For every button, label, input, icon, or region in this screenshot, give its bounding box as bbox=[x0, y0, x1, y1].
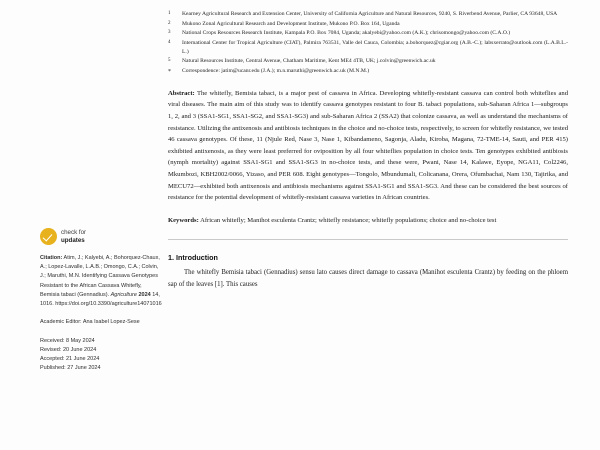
affiliation-item bbox=[168, 57, 568, 66]
abstract-text: The whitefly, Bemisia tabaci, is a major pest of cassava in Africa. Developing whitefly-resistant cassava can control both whiteflies and viral diseases. The main aim of this study was to identify cassava genotypes resistant to four B. tabaci populations, sub-Saharan Africa 1—subgroups 1, 2, and 3 (SSA1-SG1, SSA1-SG2, and SSA1-SG3) and sub-Saharan Africa 2 (SSA2) that colonize cassava, as well as understand the mechanisms of resistance. Utilizing the antixenosis and antibiosis techniques in the choice and no-choice tests, respectively, to screen for whitefly resistance, we tested 46 cassava genotypes. Of these, 11 (Njule Red, Nase 3, Nase 1, Kibandameno, Sagonja, Aladu, Kiroba, Magana, 72-TME-14, Sauti, and PER 415) exhibited antixenosis, as they were least preferred for oviposition by all four whiteflies population in choice tests. Ten genotypes exhibited antibiosis (nymph mortality) against SSA1-SG1 and SSA1-SG3 in no-choice tests, and these were, Pwani, Nase 14, Kalawe, Eyope, NGA11, Col2246, Mkumbozi, KBH2002/0066, Yizaso, and PER 608. Eight genotypes—Tongolo, Mbundumali, Colicanana, Orera, Ofumbachai, Nam 130, Tajirika, and MECU72—exhibited both antixenosis and antibiosis mechanisms against SSA1-SG1 and SSA1-SG3. And these can be considered the best sources of resistance for the potential development of whitefly-resistant cassava varieties in African countries. bbox=[168, 89, 568, 202]
affiliation-text: National Crops Resources Research Institute, Kampala P.O. Box 7084, Uganda; akalyebi@yahoo.com (A.K.); chrisomongo@yahoo.com (C.A.O.) bbox=[182, 30, 511, 37]
introduction-paragraph: The whitefly Bemisia tabaci (Gennadius) sensu lato causes direct damage to cassava (Manihot esculenta Crantz) by feeding on the phloem sap of the leaves [1]. This causes bbox=[168, 269, 568, 289]
date-value-published: 27 June 2024 bbox=[67, 365, 101, 372]
affiliations-list bbox=[168, 0, 568, 76]
affiliation-text: Mukono Zonal Agricultural Research and Development Institute, Mukono P.O. Box 164, Uganda bbox=[182, 20, 400, 27]
academic-editor-name: Ana Isabel Lopez-Sese bbox=[82, 319, 140, 326]
abstract-block bbox=[168, 88, 568, 204]
affiliation-text: Correspondence: jatim@ucanr.edu (J.A.); m.n.maruthi@greenwich.ac.uk (M.N.M.) bbox=[182, 67, 370, 74]
affiliation-item bbox=[168, 10, 568, 19]
date-label-published: Published: bbox=[40, 365, 66, 372]
introduction-heading: 1. Introduction bbox=[168, 253, 218, 263]
date-row bbox=[40, 364, 162, 373]
publication-dates-block bbox=[40, 337, 162, 374]
date-value-accepted: 21 June 2024 bbox=[66, 356, 100, 363]
date-label-received: Received: bbox=[40, 337, 65, 344]
affiliation-item bbox=[168, 39, 568, 57]
date-label-accepted: Accepted: bbox=[40, 356, 65, 363]
main-column bbox=[168, 0, 568, 292]
citation-label: Citation: bbox=[40, 255, 63, 261]
citation-volume: 14, bbox=[152, 291, 160, 298]
left-sidebar bbox=[40, 228, 162, 383]
date-label-revised: Revised: bbox=[40, 346, 62, 353]
date-row bbox=[40, 355, 162, 364]
date-value-received: 8 May 2024 bbox=[66, 337, 95, 344]
date-row bbox=[40, 346, 162, 355]
citation-block bbox=[40, 254, 162, 309]
citation-journal: Agriculture bbox=[110, 291, 137, 298]
citation-doi-prefix[interactable]: https://doi.org/10.3390/ bbox=[55, 301, 112, 308]
abstract-label: Abstract: bbox=[168, 89, 195, 97]
date-row bbox=[40, 337, 162, 346]
affiliation-marker: * bbox=[168, 68, 171, 75]
keywords-block bbox=[168, 215, 568, 227]
affiliation-item bbox=[168, 20, 568, 29]
affiliation-text: International Center for Tropical Agriculture (CIAT), Palmira 763531, Valle del Cauca, Colombia; a.bohorquez@cgiar.org (A.B.-C.); labsxerrato@outlook.com (L.A.B.L.-L.) bbox=[182, 39, 568, 55]
keywords-label: Keywords: bbox=[168, 216, 199, 224]
affiliation-text: Kearney Agricultural Research and Extension Center, University of California Agriculture and Natural Resources, 9240, S. Riverbend Avenue, Parlier, CA 93648, USA bbox=[182, 11, 558, 17]
affiliation-marker: 2 bbox=[168, 20, 171, 26]
badge-line-2: updates bbox=[61, 236, 85, 244]
citation-year: 2024 bbox=[138, 291, 151, 298]
affiliation-item bbox=[168, 67, 568, 76]
check-circle-icon bbox=[40, 228, 57, 245]
academic-editor-block bbox=[40, 318, 162, 327]
badge-line-1: check for bbox=[61, 228, 87, 236]
citation-article: 1016. bbox=[40, 301, 54, 308]
keywords-text: African whitefly; Manihot esculenta Crantz; whitefly resistance; whitefly populations; choice and no-choice test bbox=[198, 216, 497, 224]
citation-text: Atim, J.; Kalyebi, A.; Bohorquez-Chaux, A.; Lopez-Lavalle, L.A.B.; Omongo, C.A.; Colvin, J.; Maruthi, M.N. Identifying Cassava Genotypes Resistant to the African Cassava Whitefly, Bemisia tabaci (Gennadius). bbox=[40, 255, 160, 298]
affiliation-marker: 1 bbox=[168, 11, 171, 16]
check-for-updates-badge[interactable] bbox=[40, 228, 162, 245]
affiliation-marker: 4 bbox=[168, 39, 171, 45]
affiliation-text: Natural Resources Institute, Central Avenue, Chatham Maritime, Kent ME4 4TB, UK; j.colvin@greenwich.ac.uk bbox=[182, 58, 436, 65]
affiliation-marker: 5 bbox=[168, 58, 171, 64]
citation-doi-suffix[interactable]: agriculture14071016 bbox=[111, 301, 162, 308]
section-divider bbox=[168, 239, 568, 240]
academic-editor-label: Academic Editor: bbox=[40, 319, 82, 326]
date-value-revised: 20 June 2024 bbox=[62, 346, 97, 353]
affiliation-item bbox=[168, 29, 568, 38]
affiliation-marker: 3 bbox=[168, 30, 171, 36]
badge-label bbox=[61, 229, 86, 245]
